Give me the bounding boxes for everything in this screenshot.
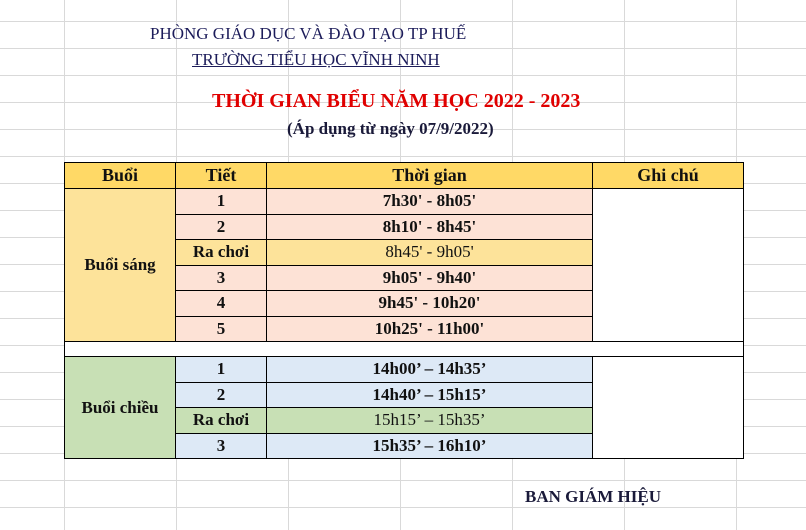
page-title: THỜI GIAN BIỂU NĂM HỌC 2022 - 2023 bbox=[212, 90, 581, 112]
period-cell: 1 bbox=[176, 357, 267, 383]
signature-label: BAN GIÁM HIỆU bbox=[525, 487, 662, 506]
time-cell: 8h10' - 8h45' bbox=[267, 214, 593, 240]
table-header-row bbox=[65, 163, 744, 189]
timetable bbox=[64, 162, 744, 459]
table-row bbox=[65, 357, 744, 383]
period-cell: 3 bbox=[176, 433, 267, 459]
period-cell: 3 bbox=[176, 265, 267, 291]
time-cell: 15h35’ – 16h10’ bbox=[267, 433, 593, 459]
header-time: Thời gian bbox=[267, 163, 593, 189]
note-cell-afternoon bbox=[593, 357, 744, 459]
period-cell: 1 bbox=[176, 189, 267, 215]
separator-cell bbox=[65, 342, 744, 357]
period-cell: 2 bbox=[176, 382, 267, 408]
session-morning: Buổi sáng bbox=[65, 189, 176, 342]
header-session: Buổi bbox=[65, 163, 176, 189]
period-cell: Ra chơi bbox=[176, 240, 267, 266]
time-cell: 8h45' - 9h05' bbox=[267, 240, 593, 266]
period-cell: Ra chơi bbox=[176, 408, 267, 434]
period-cell: 5 bbox=[176, 316, 267, 342]
time-cell: 9h05' - 9h40' bbox=[267, 265, 593, 291]
separator-row bbox=[65, 342, 744, 357]
period-cell: 2 bbox=[176, 214, 267, 240]
time-cell: 14h00’ – 14h35’ bbox=[267, 357, 593, 383]
header-period: Tiết bbox=[176, 163, 267, 189]
school-name: TRƯỜNG TIỂU HỌC VĨNH NINH bbox=[192, 50, 440, 69]
time-cell: 9h45' - 10h20' bbox=[267, 291, 593, 317]
time-cell: 15h15’ – 15h35’ bbox=[267, 408, 593, 434]
session-afternoon: Buổi chiều bbox=[65, 357, 176, 459]
department-name: PHÒNG GIÁO DỤC VÀ ĐÀO TẠO TP HUẾ bbox=[150, 24, 467, 43]
period-cell: 4 bbox=[176, 291, 267, 317]
time-cell: 10h25' - 11h00' bbox=[267, 316, 593, 342]
note-cell-morning bbox=[593, 189, 744, 342]
page-subtitle: (Áp dụng từ ngày 07/9/2022) bbox=[287, 119, 494, 138]
time-cell: 7h30' - 8h05' bbox=[267, 189, 593, 215]
header-note: Ghi chú bbox=[593, 163, 744, 189]
table-row bbox=[65, 189, 744, 215]
time-cell: 14h40’ – 15h15’ bbox=[267, 382, 593, 408]
